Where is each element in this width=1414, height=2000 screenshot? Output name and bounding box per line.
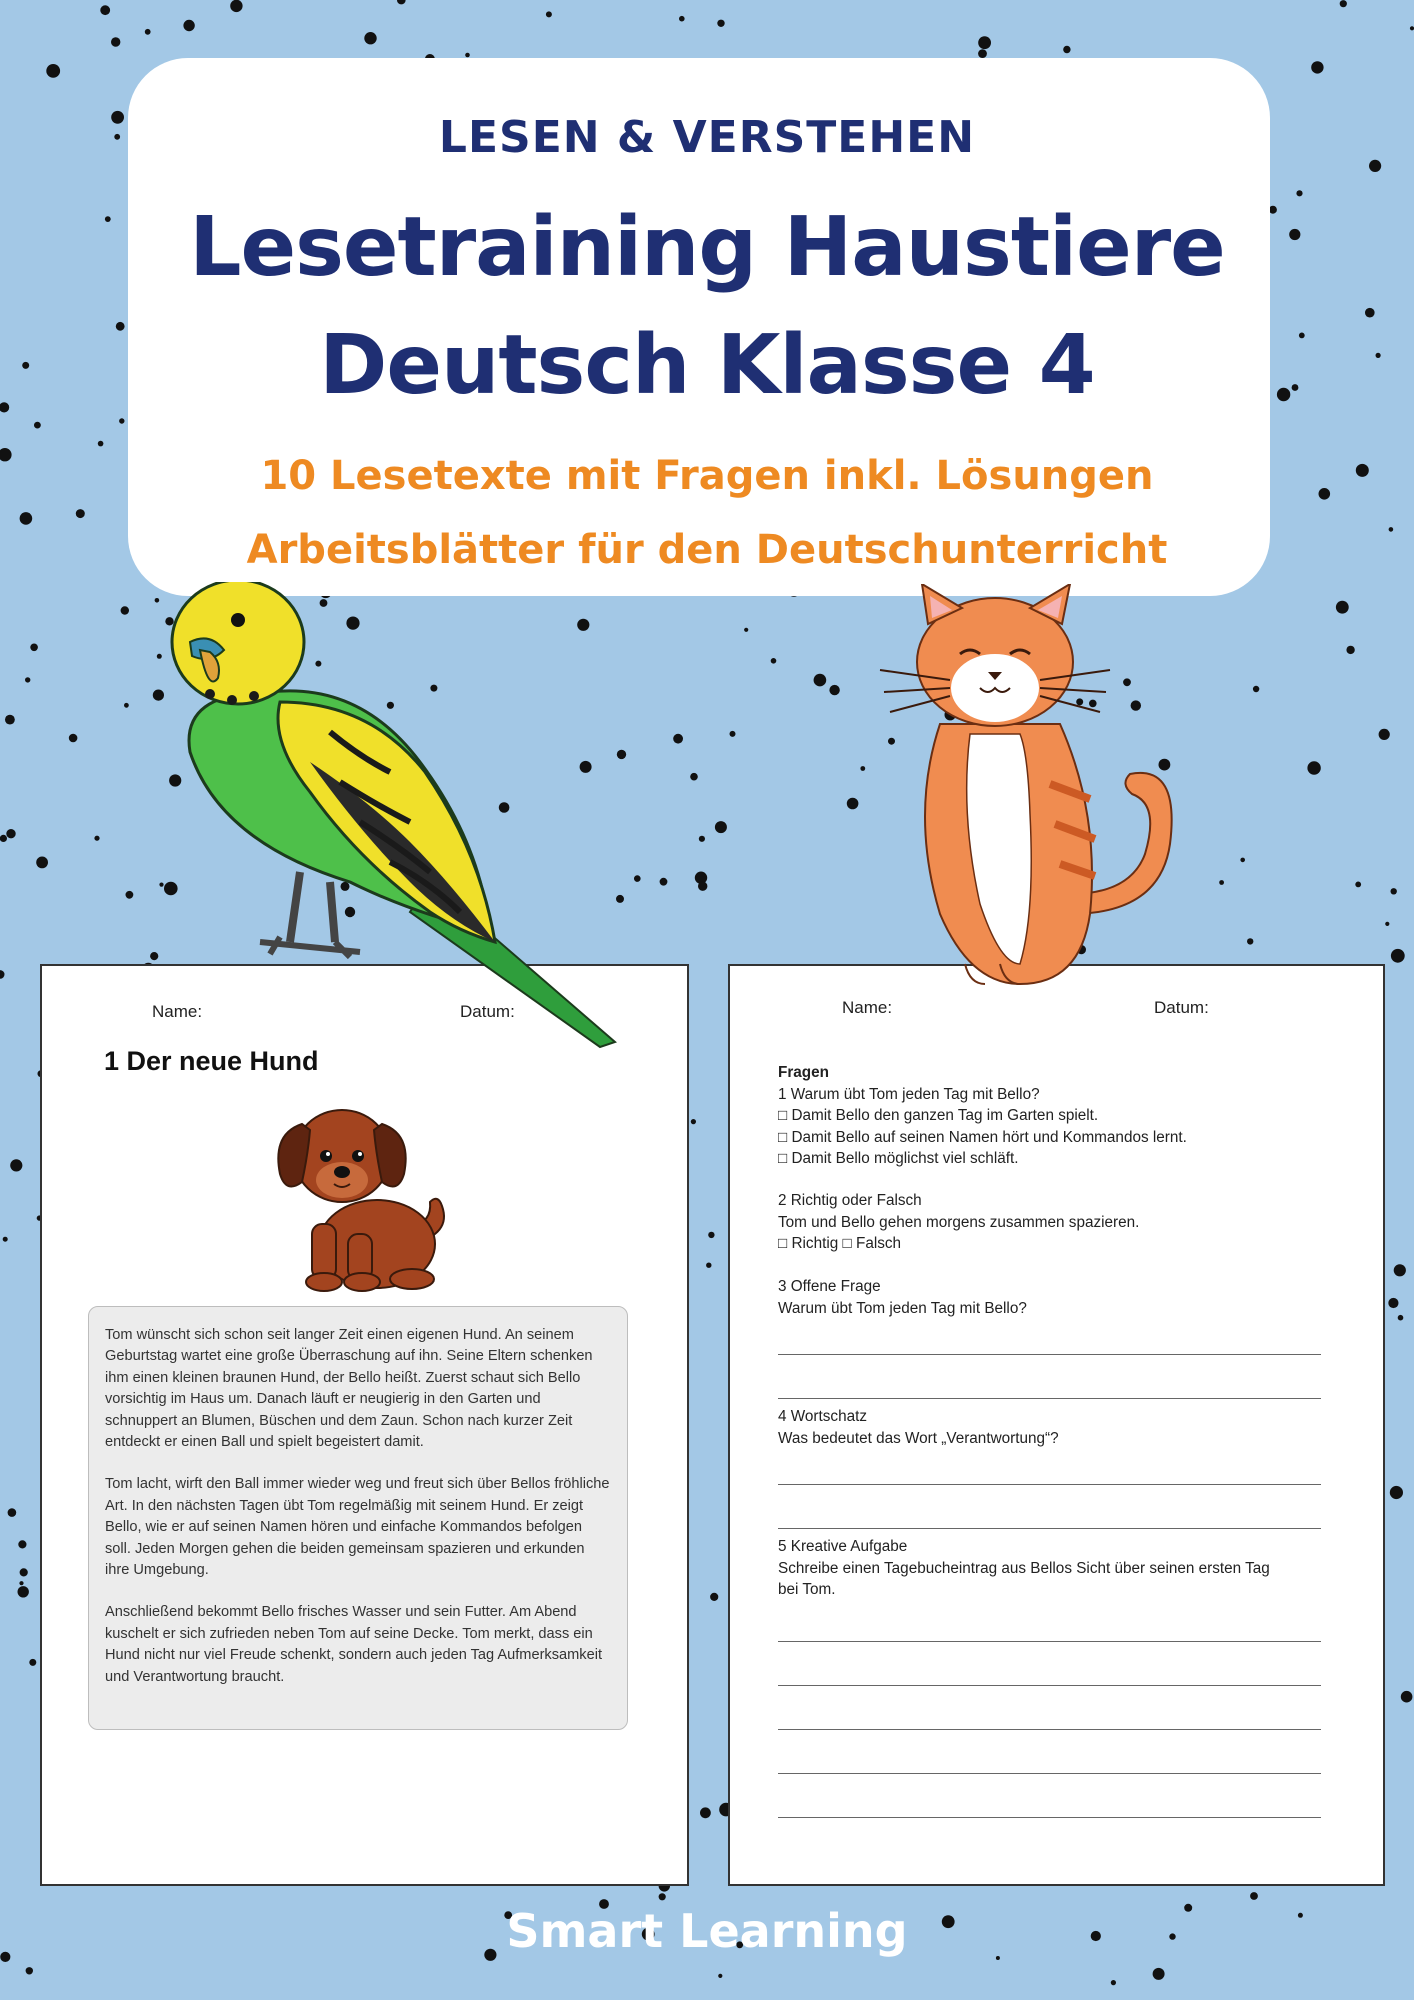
true-false-options[interactable]: □ Richtig □ Falsch <box>778 1235 902 1252</box>
story-paragraph: Tom lacht, wirft den Ball immer wieder weg und freut sich über Bellos fröhliche Art. In den nächsten Tagen übt Tom regelmäßig mit seinem Hund. Er zeigt Bello, wie er auf seinen Namen hören und einfache Kommandos befolgen soll. Jeden Morgen gehen die beiden gemeinsam spazieren und erkunden ihre Umgebung. <box>105 1476 610 1579</box>
story-paragraph: Anschließend bekommt Bello frisches Wasser und sein Futter. Am Abend kuschelt er sich zufrieden neben Tom auf seine Decke. Tom merkt, dass ein Hund nicht nur viel Freude schenkt, sondern auch jeden Tag Aufmerksamkeit und Verantwortung braucht. <box>105 1604 603 1685</box>
speckle-dot <box>145 29 151 35</box>
speckle-dot <box>1390 1486 1403 1499</box>
speckle-dot <box>660 878 668 886</box>
speckle-dot <box>1346 646 1354 654</box>
answer-line[interactable] <box>778 1354 1321 1355</box>
speckle-dot <box>1398 1315 1404 1321</box>
speckle-dot <box>717 20 724 27</box>
question-1 <box>778 1062 1343 1170</box>
cat-illustration <box>870 584 1210 994</box>
answer-line[interactable] <box>778 1641 1321 1642</box>
answer-option[interactable]: □ Damit Bello den ganzen Tag im Garten spielt. <box>778 1107 1099 1124</box>
speckle-dot <box>1247 938 1253 944</box>
speckle-dot <box>20 512 33 525</box>
speckle-dot <box>183 20 194 31</box>
speckle-dot <box>860 766 865 771</box>
speckle-dot <box>0 970 5 979</box>
name-label: Name: <box>152 1002 203 1021</box>
brand-logo-text: Smart Learning <box>506 1904 908 1958</box>
speckle-dot <box>659 1893 666 1900</box>
question-5 <box>778 1536 1293 1601</box>
question-2-label: 2 Richtig oder Falsch <box>778 1192 922 1209</box>
speckle-dot <box>978 36 991 49</box>
speckle-dot <box>814 674 827 687</box>
speckle-dot <box>1394 1264 1406 1276</box>
speckle-dot <box>0 835 7 842</box>
speckle-dot <box>699 836 705 842</box>
speckle-dot <box>1388 1298 1398 1308</box>
speckle-dot <box>111 37 120 46</box>
worksheet-reading-text <box>40 964 689 1886</box>
speckle-dot <box>1311 61 1323 73</box>
cover-tagline1: 10 Lesetexte mit Fragen inkl. Lösungen <box>260 453 1154 499</box>
speckle-dot <box>673 734 683 744</box>
speckle-dot <box>26 1967 33 1974</box>
speckle-dot <box>10 1159 22 1171</box>
questions-heading: Fragen <box>778 1064 829 1081</box>
speckle-dot <box>100 5 110 15</box>
speckle-dot <box>1355 882 1361 888</box>
speckle-dot <box>1401 1691 1413 1703</box>
question-3 <box>778 1276 1343 1319</box>
speckle-dot <box>1391 888 1397 894</box>
question-2-statement: Tom und Bello gehen morgens zusammen spazieren. <box>778 1213 1140 1231</box>
story-title: 1 Der neue Hund <box>104 1046 319 1076</box>
speckle-dot <box>6 829 15 838</box>
answer-line[interactable] <box>778 1773 1321 1774</box>
speckle-dot <box>978 49 987 58</box>
speckle-dot <box>1296 190 1302 196</box>
speckle-dot <box>1240 858 1245 863</box>
speckle-dot <box>150 952 158 960</box>
speckle-dot <box>125 891 133 899</box>
speckle-dot <box>1111 1980 1116 1985</box>
speckle-dot <box>30 644 38 652</box>
speckle-dot <box>25 677 30 682</box>
speckle-dot <box>698 882 707 891</box>
speckle-dot <box>546 11 552 17</box>
story-text-box <box>88 1306 628 1730</box>
speckle-dot <box>46 64 60 78</box>
speckle-dot <box>1365 308 1375 318</box>
speckle-dot <box>829 685 839 695</box>
speckle-dot <box>744 628 748 632</box>
answer-option[interactable]: □ Damit Bello auf seinen Namen hört und Kommandos lernt. <box>778 1128 1187 1146</box>
question-4-label: 4 Wortschatz <box>778 1408 867 1425</box>
question-3-label: 3 Offene Frage <box>778 1278 881 1295</box>
speckle-dot <box>1307 761 1320 774</box>
speckle-dot <box>18 1540 26 1548</box>
speckle-dot <box>634 875 641 882</box>
speckle-dot <box>364 32 376 44</box>
story-paragraph: Tom wünscht sich schon seit langer Zeit einen eigenen Hund. An seinem Geburtstag wartet eine große Überraschung auf ihn. Seine Eltern schenken ihm einen kleinen braunen Hund, der Bello heißt. Zuerst schaut sich Bello vorsichtig im Haus um. Danach läuft er neugierig in den Garten und schnuppert an Blumen, Büschen und dem Zaun. Schon nach kurzer Zeit entdeckt er einen Ball und spielt begeistert damit. <box>105 1327 593 1451</box>
question-2 <box>778 1190 1343 1255</box>
speckle-dot <box>1385 922 1389 926</box>
budgie-illustration <box>160 582 620 1052</box>
answer-line[interactable] <box>778 1685 1321 1686</box>
speckle-dot <box>155 598 160 603</box>
speckle-dot <box>1219 880 1224 885</box>
speckle-dot <box>1336 601 1349 614</box>
speckle-dot <box>94 836 99 841</box>
speckle-dot <box>18 1586 29 1597</box>
speckle-dot <box>700 1807 711 1818</box>
speckle-dot <box>119 418 124 423</box>
speckle-dot <box>124 703 129 708</box>
speckle-dot <box>3 1237 8 1242</box>
speckle-dot <box>69 734 78 743</box>
speckle-dot <box>715 821 727 833</box>
speckle-dot <box>76 509 85 518</box>
answer-option[interactable]: □ Damit Bello möglichst viel schläft. <box>778 1150 1019 1167</box>
speckle-dot <box>691 1119 696 1124</box>
speckle-dot <box>19 1581 23 1585</box>
speckle-dot <box>1340 0 1347 7</box>
cover-tagline2: Arbeitsblätter für den Deutschunterricht <box>246 527 1168 573</box>
speckle-dot <box>1153 1968 1165 1980</box>
speckle-dot <box>718 1974 722 1978</box>
answer-line[interactable] <box>778 1398 1321 1399</box>
date-label: Datum: <box>1154 998 1209 1017</box>
speckle-dot <box>679 16 685 22</box>
dog-illustration <box>262 1094 462 1294</box>
question-3-text: Warum übt Tom jeden Tag mit Bello? <box>778 1299 1027 1317</box>
question-4-text: Was bedeutet das Wort „Verantwortung“? <box>778 1429 1059 1447</box>
speckle-dot <box>1379 729 1390 740</box>
speckle-dot <box>465 53 470 58</box>
speckle-dot <box>847 798 859 810</box>
question-5-label: 5 Kreative Aufgabe <box>778 1538 908 1555</box>
speckle-dot <box>690 773 698 781</box>
speckle-dot <box>708 1232 714 1238</box>
name-label: Name: <box>842 998 893 1017</box>
answer-line[interactable] <box>778 1729 1321 1730</box>
speckle-dot <box>1410 26 1414 30</box>
speckle-dot <box>730 731 736 737</box>
speckle-dot <box>29 1659 36 1666</box>
speckle-dot <box>706 1263 711 1268</box>
speckle-dot <box>710 1593 718 1601</box>
speckle-dot <box>1253 686 1259 692</box>
speckle-dot <box>1391 949 1405 963</box>
question-1-label: 1 Warum übt Tom jeden Tag mit Bello? <box>778 1085 1040 1103</box>
cover-title-line1: Lesetraining Haustiere <box>189 200 1225 295</box>
cover-kicker: LESEN & VERSTEHEN <box>438 112 976 163</box>
speckle-dot <box>36 857 48 869</box>
speckle-dot <box>20 1568 28 1576</box>
answer-line[interactable] <box>778 1484 1321 1485</box>
cover-title-line2: Deutsch Klasse 4 <box>319 318 1095 413</box>
worksheet-questions <box>728 964 1385 1886</box>
speckle-dot <box>8 1508 17 1517</box>
speckle-dot <box>230 0 242 12</box>
speckle-dot <box>1063 46 1070 53</box>
speckle-dot <box>34 422 41 429</box>
speckle-dot <box>98 441 104 447</box>
question-4 <box>778 1406 1343 1449</box>
speckle-dot <box>5 715 15 725</box>
speckle-dot <box>121 606 129 614</box>
answer-line[interactable] <box>778 1817 1321 1818</box>
date-label: Datum: <box>460 1002 515 1021</box>
speckle-dot <box>771 658 777 664</box>
speckle-dot <box>1250 1892 1258 1900</box>
answer-line[interactable] <box>778 1528 1321 1529</box>
question-5-text: Schreibe einen Tagebucheintrag aus Bellos Sicht über seinen ersten Tag bei Tom. <box>778 1559 1270 1598</box>
speckle-dot <box>397 0 406 4</box>
